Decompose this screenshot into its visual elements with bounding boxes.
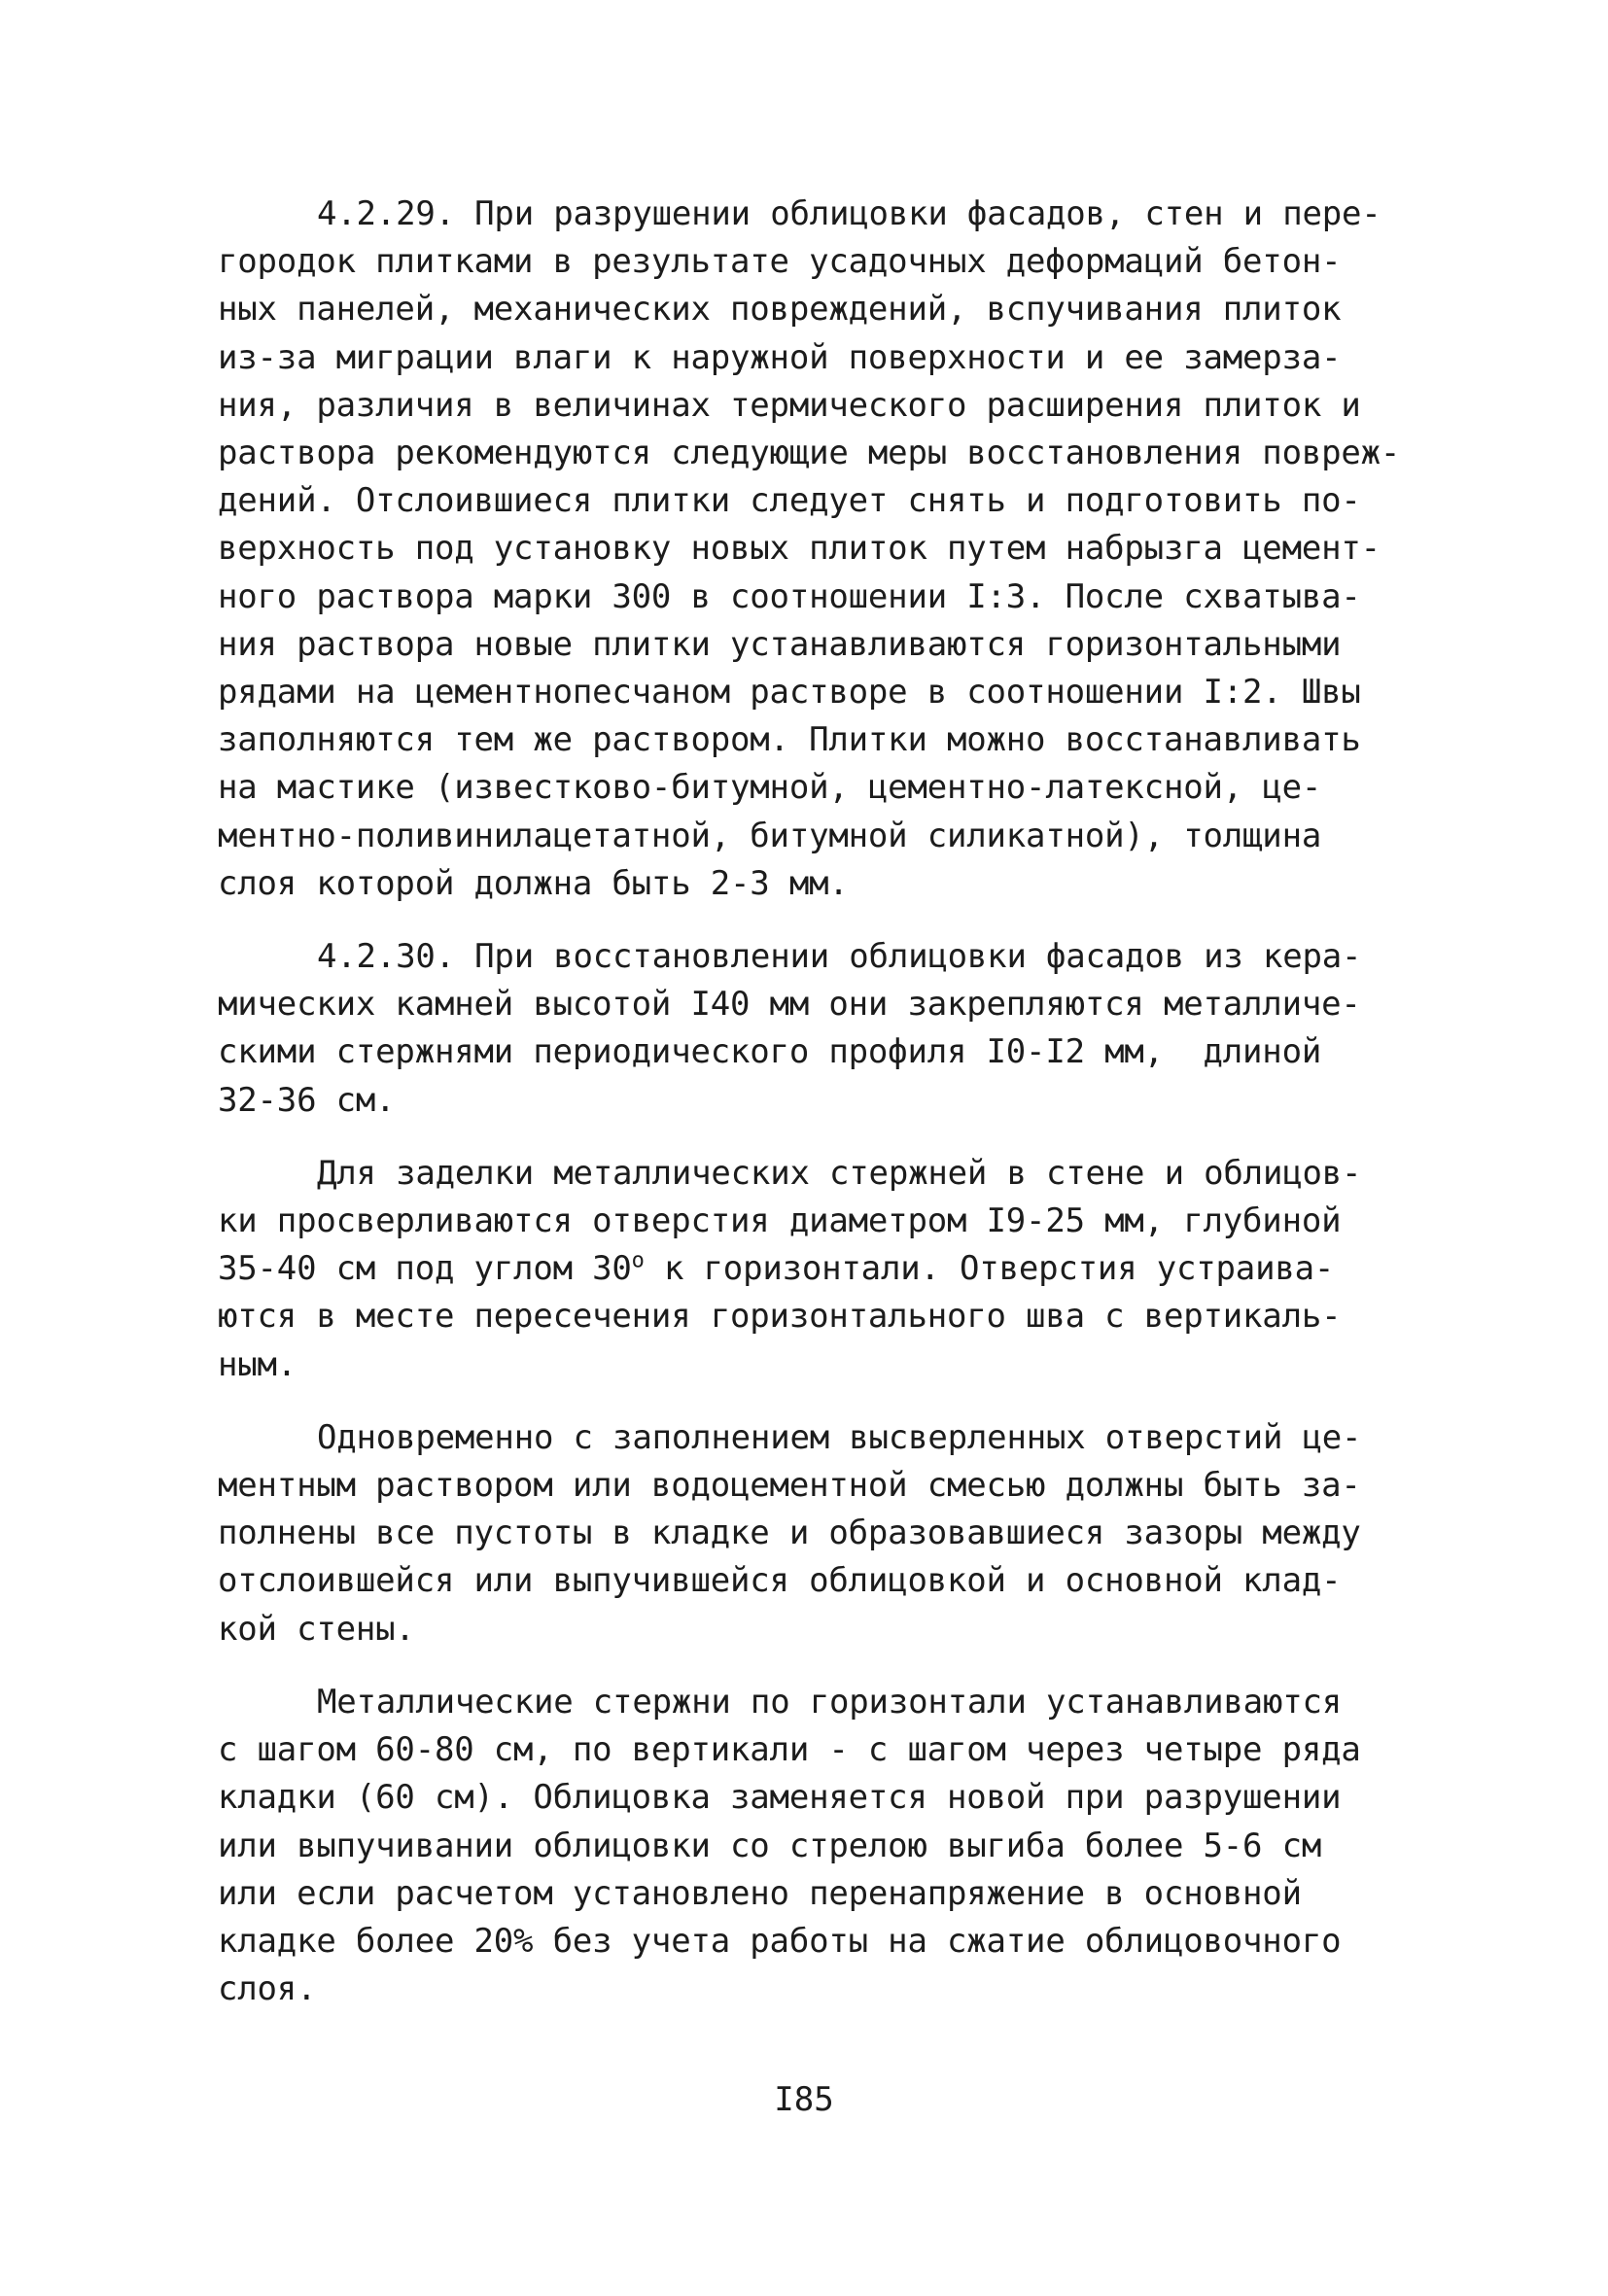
text-line: ного раствора марки 300 в соотношении I:3. После схватыва-	[218, 576, 1361, 616]
text-line: 4.2.30. При восстановлении облицовки фасадов из кера-	[317, 937, 1362, 977]
paragraph-rods	[218, 1679, 1402, 2013]
text-line: слоя которой должна быть 2-3 мм.	[218, 863, 849, 903]
text-line: ных панелей, механических повреждений, вспучивания плиток	[218, 290, 1342, 330]
text-line: отслоившейся или выпучившейся облицовкой и основной клад-	[218, 1561, 1342, 1601]
text-line: Металлические стержни по горизонтали устанавливаются	[317, 1682, 1343, 1722]
text-line: кладке более 20% без учета работы на сжатие облицовочного	[218, 1921, 1342, 1961]
paragraph-filling	[218, 1414, 1402, 1653]
page-number: I85	[774, 2080, 834, 2119]
degree-mark: о	[631, 1248, 645, 1273]
text-line: дений. Отслоившиеся плитки следует снять и подготовить по-	[218, 481, 1361, 521]
text-line-with-degree	[218, 1245, 1402, 1293]
text-line: с шагом 60-80 см, по вертикали - с шагом через четыре ряда	[218, 1730, 1361, 1770]
text-line: 32-36 см.	[218, 1080, 396, 1120]
text-line: ментным раствором или водоцементной смесью должны быть за-	[218, 1466, 1361, 1506]
text-line: городок плитками в результате усадочных деформаций бетон-	[218, 242, 1342, 282]
paragraph-drilling	[218, 1150, 1402, 1389]
text-line: 4.2.29. При разрушении облицовки фасадов, стен и пере-	[317, 194, 1381, 233]
text-line: ются в месте пересечения горизонтального шва с вертикаль-	[218, 1297, 1342, 1337]
text-line: ментно-поливинилацетатной, битумной силикатной), толщина	[218, 816, 1322, 855]
text-line: верхность под установку новых плиток путем набрызга цемент-	[218, 529, 1381, 569]
text-line: раствора рекомендуются следующие меры восстановления повреж-	[218, 434, 1401, 473]
text-line: слоя.	[218, 1969, 317, 2009]
text-line: или если расчетом установлено перенапряжение в основной	[218, 1873, 1302, 1913]
text-line: или выпучивании облицовки со стрелою выгиба более 5-6 см	[218, 1826, 1322, 1865]
text-line: заполняются тем же раствором. Плитки можно восстанавливать	[218, 720, 1361, 760]
text-line: мических камней высотой I40 мм они закрепляются металличе-	[218, 985, 1361, 1025]
text-line: кой стены.	[218, 1609, 415, 1649]
text-line: ным.	[218, 1344, 297, 1384]
text-line: ки просверливаются отверстия диаметром I9-25 мм, глубиной	[218, 1201, 1342, 1241]
text-line: Одновременно с заполнением высверленных отверстий це-	[317, 1417, 1362, 1457]
text-line: кладки (60 см). Облицовка заменяется новой при разрушении	[218, 1778, 1342, 1818]
text-line: на мастике (известково-битумной, цементно-латексной, це-	[218, 768, 1322, 808]
text-line: ния раствора новые плитки устанавливаются горизонтальными	[218, 624, 1342, 664]
text-segment: к горизонтали. Отверстия устраива-	[644, 1249, 1335, 1289]
text-line: рядами на цементнопесчаном растворе в соотношении I:2. Швы	[218, 673, 1361, 713]
text-line: из-за миграции влаги к наружной поверхности и ее замерза-	[218, 337, 1342, 377]
paragraph-4-2-30	[218, 933, 1402, 1125]
text-line: скими стержнями периодического профиля I0-I2 мм, длиной	[218, 1032, 1322, 1072]
text-segment: 35-40 см под углом 30	[218, 1249, 632, 1289]
text-line: полнены все пустоты в кладке и образовавшиеся зазоры между	[218, 1513, 1361, 1553]
text-line: Для заделки металлических стержней в стене и облицов-	[317, 1153, 1362, 1193]
body-text	[218, 191, 1402, 2038]
paragraph-4-2-29	[218, 191, 1402, 908]
text-line: ния, различия в величинах термического расширения плиток и	[218, 385, 1361, 425]
